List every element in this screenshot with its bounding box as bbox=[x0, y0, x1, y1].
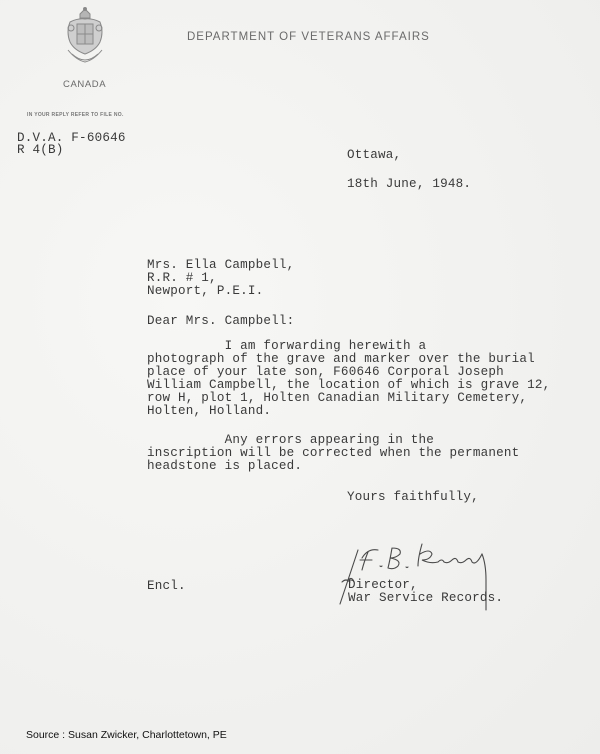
recipient-town: Newport, P.E.I. bbox=[147, 284, 264, 298]
recipient-route: R.R. # 1, bbox=[147, 271, 217, 285]
closing: Yours faithfully, bbox=[347, 490, 479, 504]
file-reference-line2: R 4(B) bbox=[17, 143, 64, 157]
body-paragraph1-line5: row H, plot 1, Holten Canadian Military Cemetery, bbox=[147, 391, 528, 405]
body-paragraph1-line2: photograph of the grave and marker over the burial bbox=[147, 352, 535, 366]
department-name: DEPARTMENT OF VETERANS AFFAIRS bbox=[187, 31, 430, 43]
letter-date: 18th June, 1948. bbox=[347, 177, 472, 191]
recipient-name: Mrs. Ella Campbell, bbox=[147, 258, 295, 272]
signatory-office: War Service Records. bbox=[348, 591, 504, 605]
signatory-title: Director, bbox=[348, 578, 418, 592]
body-paragraph1-line3: place of your late son, F60646 Corporal Joseph bbox=[147, 365, 504, 379]
reply-reference-note: IN YOUR REPLY REFER TO FILE NO. bbox=[27, 112, 124, 118]
letter-place: Ottawa, bbox=[347, 148, 402, 162]
enclosure-note: Encl. bbox=[147, 579, 186, 593]
body-paragraph1-line4: William Campbell, the location of which is grave 12, bbox=[147, 378, 551, 392]
body-paragraph2-line1: Any errors appearing in the bbox=[147, 433, 435, 447]
body-paragraph2-line2: inscription will be corrected when the permanent bbox=[147, 446, 520, 460]
source-caption: Source : Susan Zwicker, Charlottetown, PE bbox=[26, 729, 227, 741]
body-paragraph2-line3: headstone is placed. bbox=[147, 459, 303, 473]
body-paragraph1-line6: Holten, Holland. bbox=[147, 404, 272, 418]
body-paragraph1-line1: I am forwarding herewith a bbox=[147, 339, 427, 353]
file-reference-line1: D.V.A. F-60646 bbox=[17, 131, 126, 145]
salutation: Dear Mrs. Campbell: bbox=[147, 314, 295, 328]
letterhead-country: CANADA bbox=[63, 79, 107, 90]
coat-of-arms-icon bbox=[62, 6, 108, 66]
